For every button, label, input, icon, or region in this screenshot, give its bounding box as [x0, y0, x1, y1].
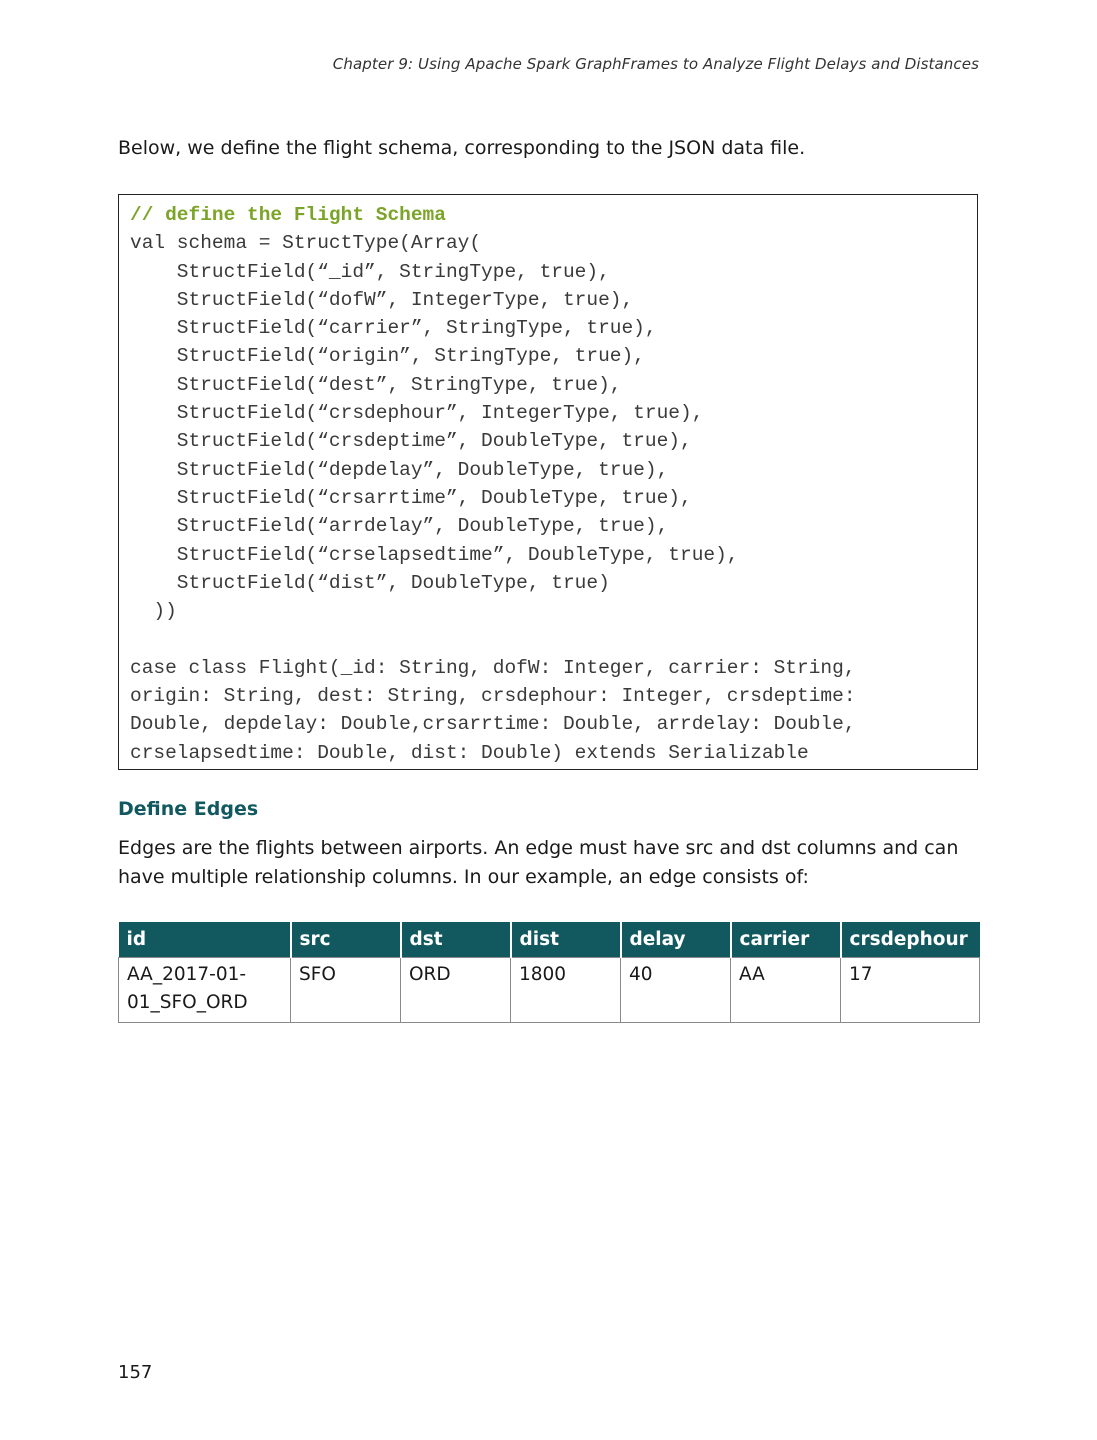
column-header-dst: dst: [401, 922, 511, 957]
code-line: StructField(“dest”, StringType, true),: [130, 373, 622, 396]
code-line: StructField(“dofW”, IntegerType, true),: [130, 288, 634, 311]
edges-table: [118, 922, 980, 1023]
column-header-delay: delay: [621, 922, 731, 957]
code-line: StructField(“crsdephour”, IntegerType, true),: [130, 402, 704, 425]
table-header-row: [119, 922, 980, 957]
intro-text: Below, we define the flight schema, corresponding to the JSON data file.: [118, 137, 806, 159]
code-line: StructField(“dist”, DoubleType, true): [130, 571, 610, 594]
code-line-blank: [130, 625, 977, 653]
code-comment: // define the Flight Schema: [130, 204, 446, 226]
section-title: Define Edges: [118, 798, 259, 820]
table-cell-id: AA_2017-01-01_SFO_ORD: [119, 957, 291, 1022]
code-line: Double, depdelay: Double,crsarrtime: Double, arrdelay: Double,: [130, 713, 856, 736]
table-cell-carrier: AA: [731, 957, 841, 1022]
column-header-carrier: carrier: [731, 922, 841, 957]
code-line: crselapsedtime: Double, dist: Double) extends Serializable: [130, 741, 809, 764]
running-header: Chapter 9: Using Apache Spark GraphFrames to Analyze Flight Delays and Distances: [332, 55, 979, 73]
code-line: StructField(“crsarrtime”, DoubleType, true),: [130, 486, 692, 509]
table-cell-dst: ORD: [401, 957, 511, 1022]
table-cell-dist: 1800: [511, 957, 621, 1022]
code-line: StructField(“depdelay”, DoubleType, true),: [130, 458, 669, 481]
code-line: )): [130, 600, 177, 623]
code-line: origin: String, dest: String, crsdephour: Integer, crsdeptime:: [130, 685, 856, 708]
section-paragraph: Edges are the flights between airports. An edge must have src and dst columns and can have multiple relationship columns. In our example, an edge consists of:: [118, 837, 959, 888]
code-line: StructField(“_id”, StringType, true),: [130, 260, 610, 283]
code-block: [118, 194, 978, 770]
table-row: [119, 957, 980, 1022]
column-header-dist: dist: [511, 922, 621, 957]
code-line: StructField(“origin”, StringType, true),: [130, 345, 645, 368]
column-header-src: src: [291, 922, 401, 957]
code-line: StructField(“crsdeptime”, DoubleType, true),: [130, 430, 692, 453]
column-header-crsdephour: crsdephour: [841, 922, 980, 957]
code-line: StructField(“carrier”, StringType, true),: [130, 317, 657, 340]
code-line: val schema = StructType(Array(: [130, 232, 482, 255]
code-line: StructField(“arrdelay”, DoubleType, true),: [130, 515, 669, 538]
table-cell-crsdephour: 17: [841, 957, 980, 1022]
code-line: StructField(“crselapsedtime”, DoubleType, true),: [130, 543, 739, 566]
page-number: 157: [118, 1362, 153, 1383]
table-cell-delay: 40: [621, 957, 731, 1022]
table-cell-src: SFO: [291, 957, 401, 1022]
column-header-id: id: [119, 922, 291, 957]
code-line: case class Flight(_id: String, dofW: Integer, carrier: String,: [130, 656, 856, 679]
